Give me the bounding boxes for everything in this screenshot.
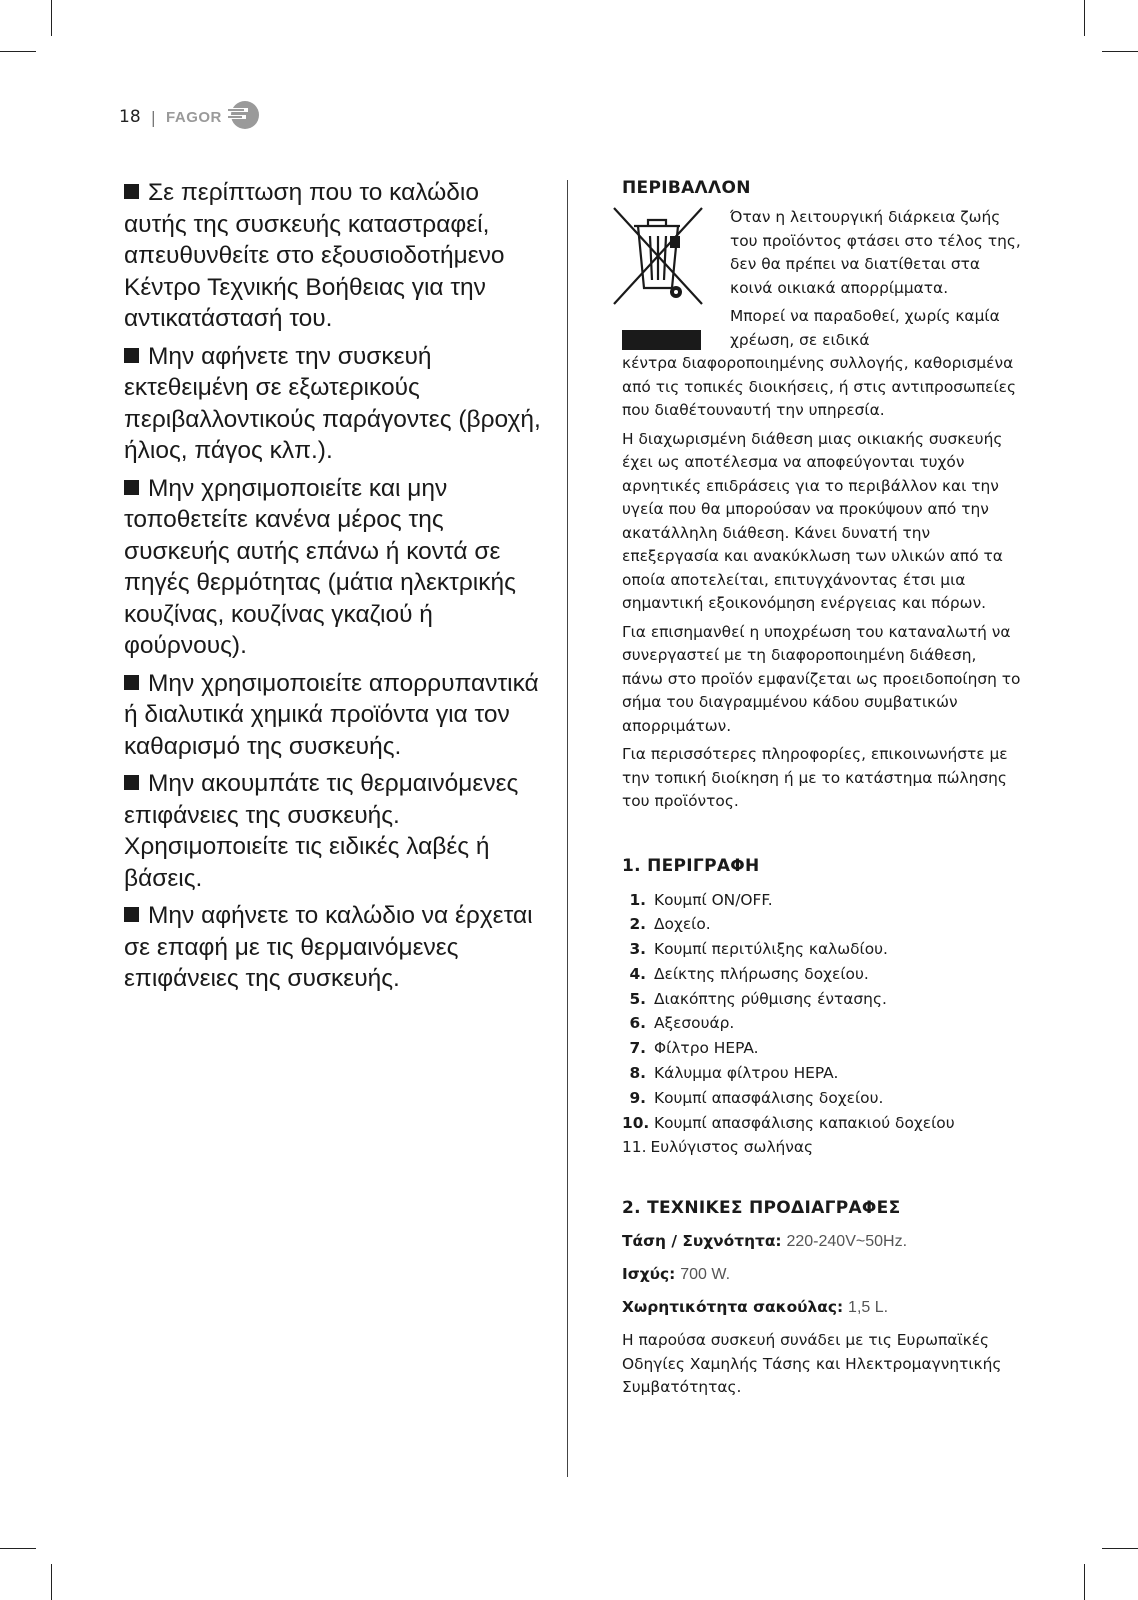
crop-mark xyxy=(0,1548,36,1549)
warning-paragraph: Μην χρησιμοποιείτε και μην τοποθετείτε κανένα μέρος της συσκευής αυτής επάνω ή κοντά σε πηγές θερμότητας (μάτια ηλεκτρικής κουζίνας, κουζίνας γκαζιού ή φούρνους). xyxy=(124,474,516,659)
crop-mark xyxy=(51,0,52,36)
warning-paragraph: Μην χρησιμοποιείτε απορρυπαντικά ή διαλυτικά χημικά προϊόντα για τον καθαρισμό της συσκευής. xyxy=(124,669,539,760)
list-item: 3. Κουμπί περιτύλιξης καλωδίου. xyxy=(629,940,888,959)
crop-mark xyxy=(1102,1548,1138,1549)
environment-paragraph: Για επισημανθεί η υποχρέωση του καταναλωτή να συνεργαστεί με τη διαφοροποιημένη διάθεση, πάνω στο προϊόν εμφανίζεται ως προειδοποίηση το σήμα του διαγραμμένου κάδου συμβατικών απορριμάτων. xyxy=(622,622,1021,735)
environment-paragraph: κέντρα διαφοροποιημένης συλλογής, καθορισμένα από τις τοπικές διοικήσεις, ή στις αντιπροσωπείες που διαθέτουναυτή την υπηρεσία. xyxy=(622,354,1017,419)
compliance-statement: Η παρούσα συσκευή συνάδει με τις Ευρωπαϊκές Οδηγίες Χαμηλής Τάσης και Ηλεκτρομαγνητικής Συμβατότητας. xyxy=(622,1331,1002,1397)
crop-mark xyxy=(1084,0,1085,36)
crop-mark xyxy=(1084,1564,1085,1600)
list-item: 6. Αξεσουάρ. xyxy=(629,1014,735,1033)
square-bullet-icon xyxy=(124,907,139,922)
list-item: 11. Ευλύγιστος σωλήνας xyxy=(622,1138,814,1157)
separate-collection-bar xyxy=(622,330,701,350)
brand-name: FAGOR xyxy=(166,108,222,126)
page-header xyxy=(119,104,260,130)
list-item: 2. Δοχείο. xyxy=(629,915,711,934)
list-item: 9. Κουμπί απασφάλισης δοχείου. xyxy=(629,1088,884,1107)
crop-mark xyxy=(1102,51,1138,52)
specs-title: 2. ΤΕΧΝΙΚΕΣ ΠΡΟΔΙΑΓΡΑΦΕΣ xyxy=(622,1198,901,1219)
page-number: 18 xyxy=(119,107,141,127)
description-title: 1. ΠΕΡΙΓΡΑΦΗ xyxy=(622,855,760,876)
warning-paragraph: Μην αφήνετε την συσκευή εκτεθειμένη σε εξωτερικούς περιβαλλοντικούς παράγοντες (βροχή, ήλιος, πάγος κλπ.). xyxy=(124,342,541,464)
list-item: 8. Κάλυμμα φίλτρου HEPA. xyxy=(629,1064,839,1083)
square-bullet-icon xyxy=(124,348,139,363)
list-item: 1. Κουμπί ON/OFF. xyxy=(629,890,773,909)
environment-section xyxy=(622,206,1022,814)
square-bullet-icon xyxy=(124,184,139,199)
warning-paragraph: Σε περίπτωση που το καλώδιο αυτής της συσκευής καταστραφεί, απευθυνθείτε στο εξουσιοδοτήμενο Κέντρο Τεχνικής Βοήθειας για την αντικατάστασή του. xyxy=(124,179,505,332)
square-bullet-icon xyxy=(124,775,139,790)
square-bullet-icon xyxy=(124,675,139,690)
right-column xyxy=(622,178,1022,1400)
environment-paragraph: Όταν η λειτουργική διάρκεια ζωής του προϊόντος φτάσει στο τέλος της, δεν θα πρέπει να διατίθεται στα κοινά οικιακά απορρίμματα. xyxy=(730,208,1021,297)
safety-warnings xyxy=(124,177,544,1001)
warning-paragraph: Μην αφήνετε το καλώδιο να έρχεται σε επαφή με τις θερμαινόμενες επιφάνειες της συσκευής. xyxy=(124,902,533,992)
warning-paragraph: Μην ακουμπάτε τις θερμαινόμενες επιφάνειες της συσκευής. Χρησιμοποιείτε τις ειδικές λαβές ή βάσεις. xyxy=(124,770,519,892)
crossed-bin-icon xyxy=(612,206,708,310)
parts-list xyxy=(622,888,1022,1161)
spec-power: Ισχύς: 700 W. xyxy=(622,1265,731,1284)
column-divider xyxy=(567,180,568,1477)
crop-mark xyxy=(0,51,36,52)
spec-capacity: Χωρητικότητα σακούλας: 1,5 L. xyxy=(622,1298,889,1317)
environment-title: ΠΕΡΙΒΑΛΛΟΝ xyxy=(622,178,751,198)
crop-mark xyxy=(51,1564,52,1600)
list-item: 5. Διακόπτης ρύθμισης έντασης. xyxy=(629,989,887,1008)
list-item: 4. Δείκτης πλήρωσης δοχείου. xyxy=(629,964,869,983)
square-bullet-icon xyxy=(124,480,139,495)
list-item: 10. Κουμπί απασφάλισης καπακιού δοχείου xyxy=(622,1113,955,1132)
environment-paragraph: Η διαχωρισμένη διάθεση μιας οικιακής συσκευής έχει ως αποτέλεσμα να αποφεύγονται τυχόν αρνητικές επιδράσεις για το περιβάλλον και την υγεία που θα μπορούσαν να προκύψουν από την ακατάλληλη διάθεση. Κάνει δυνατή την επεξεργασία και ανακύκλωση των υλικών από τα οποία αποτελείται, επιτυγχάνοντας έτσι μια σημαντική εξοικονόμηση ενέργειας και πόρων. xyxy=(622,429,1003,612)
list-item: 7. Φίλτρο HEPA. xyxy=(629,1039,759,1058)
header-separator: | xyxy=(150,107,157,127)
fagor-logo-icon xyxy=(226,100,260,134)
spec-voltage: Τάση / Συχνότητα: 220-240V~50Hz. xyxy=(622,1232,908,1251)
environment-paragraph: Μπορεί να παραδοθεί, χωρίς καμία χρέωση, σε ειδικά xyxy=(730,307,1000,349)
environment-paragraph: Για περισσότερες πληροφορίες, επικοινωνήστε με την τοπική διοίκηση ή με το κατάστημα πώλησης του προϊόντος. xyxy=(622,745,1008,810)
